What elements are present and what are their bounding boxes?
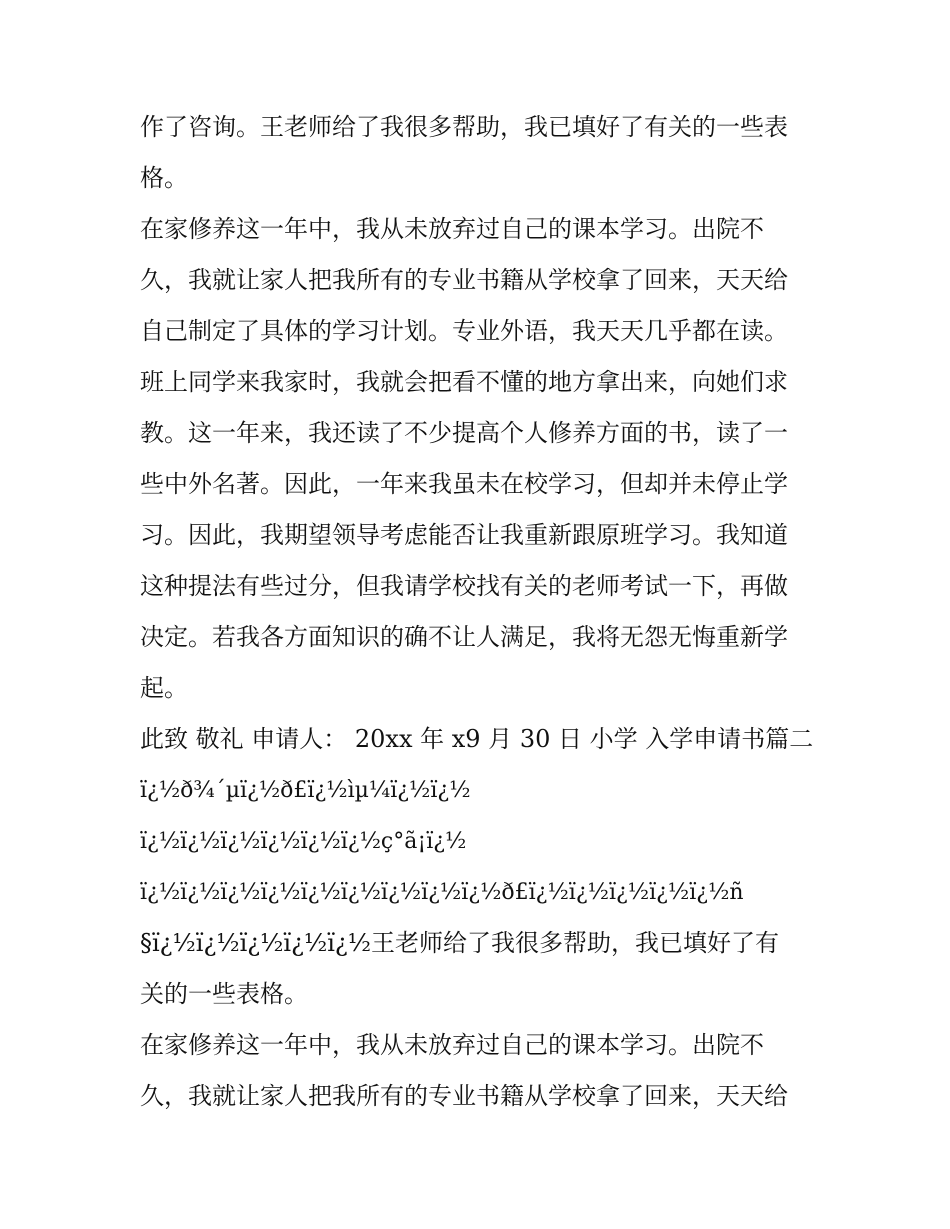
text-line: 格。 (140, 164, 188, 192)
text-line: 自己制定了具体的学习计划。专业外语，我天天几乎都在读。 (140, 317, 788, 345)
text-line: 习。因此，我期望领导考虑能否让我重新跟原班学习。我知道 (140, 521, 788, 549)
garbled-text-line: ï¿½ï¿½ï¿½ï¿½ï¿½ï¿½ç°ã¡ï¿½ (140, 829, 467, 854)
text-line: 在家修养这一年中，我从未放弃过自己的课本学习。出院不 (140, 215, 764, 243)
text-line: 教。这一年来，我还读了不少提高个人修养方面的书，读了一 (140, 419, 788, 447)
text-line: 这种提法有些过分，但我请学校找有关的老师考试一下，再做 (140, 572, 788, 600)
text-line: 班上同学来我家时，我就会把看不懂的地方拿出来，向她们求 (140, 368, 788, 396)
text-line: 决定。若我各方面知识的确不让人满足，我将无怨无悔重新学 (140, 623, 788, 651)
text-line: 关的一些表格。 (140, 980, 308, 1008)
text-line: 些中外名著。因此，一年来我虽未在校学习，但却并未停止学 (140, 470, 788, 498)
text-line: 在家修养这一年中，我从未放弃过自己的课本学习。出院不 (140, 1031, 764, 1059)
closing-line: 此致 敬礼 申请人： 20xx 年 x9 月 30 日 小学 入学申请书篇二 (140, 725, 814, 753)
text-line: 久，我就让家人把我所有的专业书籍从学校拿了回来，天天给 (140, 266, 788, 294)
garbled-text-line: ï¿½ð¾´µï¿½ð£ï¿½ìµ¼ï¿½ï¿½ (140, 778, 471, 803)
text-line: 起。 (140, 674, 188, 702)
document-body (140, 102, 820, 1122)
garbled-text-line: ï¿½ï¿½ï¿½ï¿½ï¿½ï¿½ï¿½ï¿½ï¿½ð£ï¿½ï¿½ï¿½ï¿½ï¿½ñ (140, 880, 744, 905)
text-line: §ï¿½ï¿½ï¿½ï¿½ï¿½王老师给了我很多帮助，我已填好了有 (140, 929, 780, 957)
text-line: 久，我就让家人把我所有的专业书籍从学校拿了回来，天天给 (140, 1082, 788, 1110)
text-line: 作了咨询。王老师给了我很多帮助，我已填好了有关的一些表 (140, 113, 788, 141)
